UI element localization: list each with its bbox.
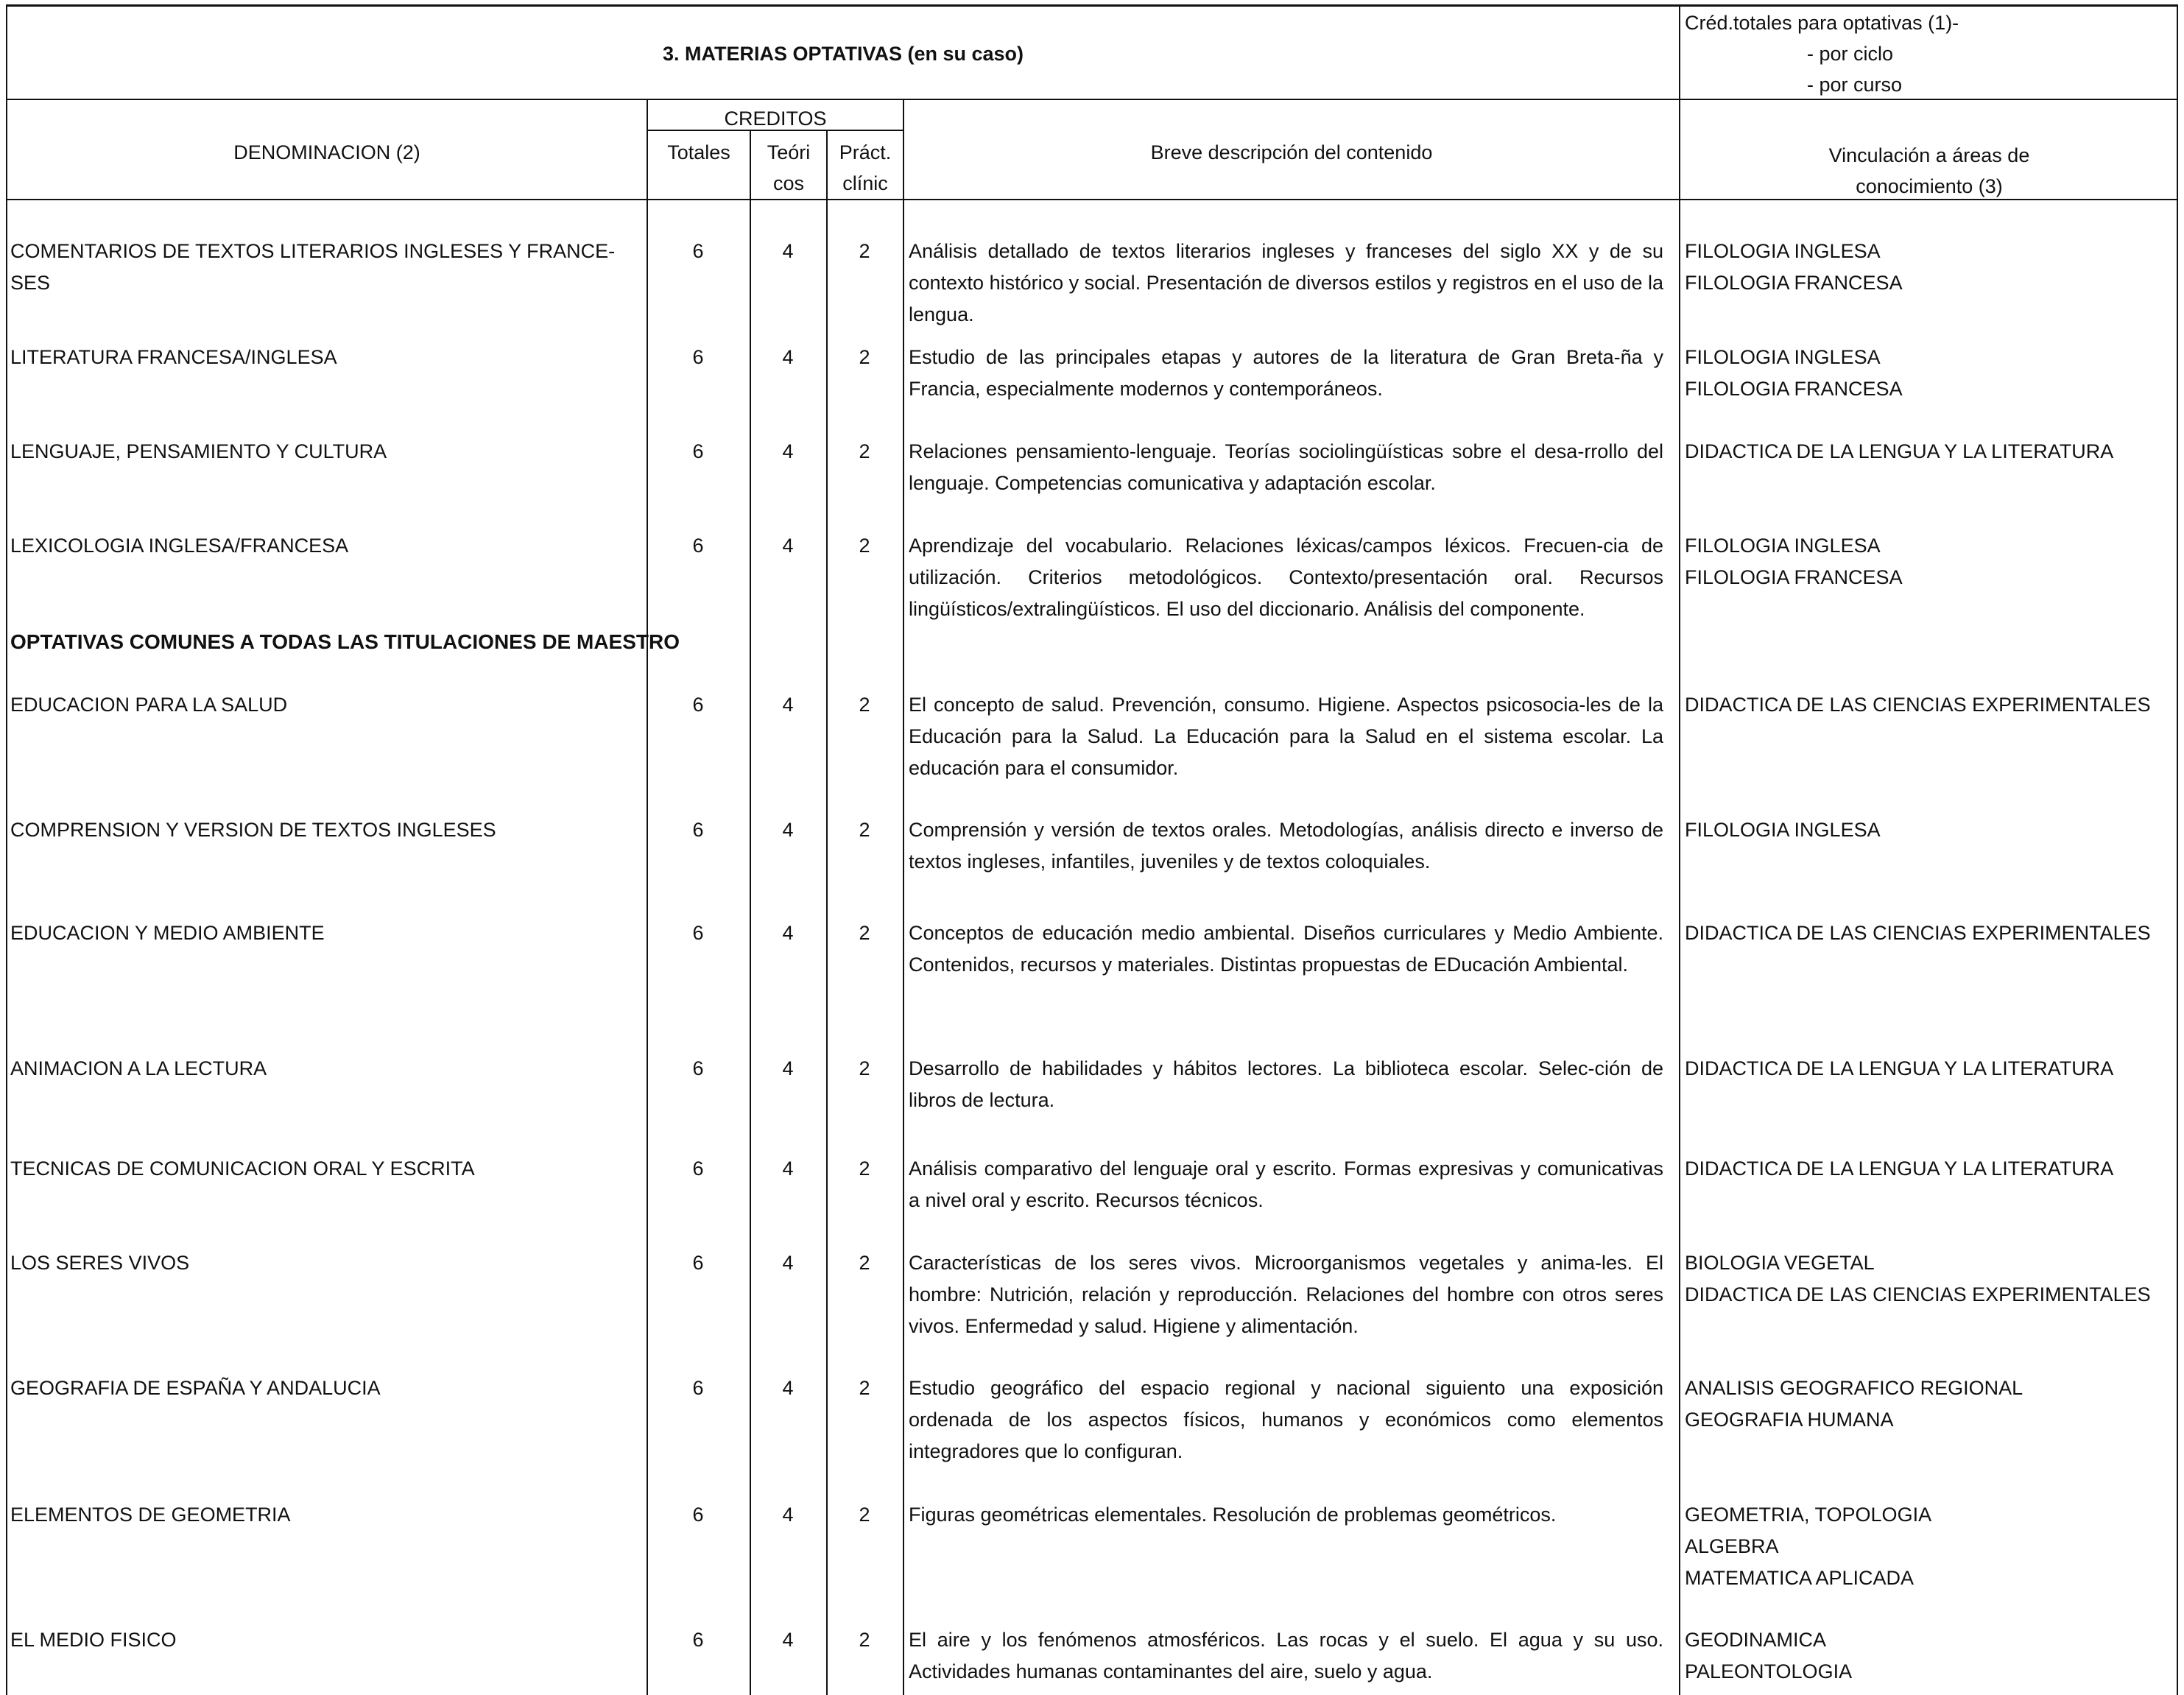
knowledge-area: FILOLOGIA INGLESA bbox=[1685, 346, 1881, 368]
subject-name: LITERATURA FRANCESA/INGLESA bbox=[10, 346, 337, 368]
credits-totales: 6 bbox=[692, 535, 704, 557]
knowledge-area: ALGEBRA bbox=[1685, 1535, 1779, 1557]
col-creditos: CREDITOS bbox=[724, 108, 827, 130]
subject-name: ELEMENTOS DE GEOMETRIA bbox=[10, 1504, 291, 1526]
credits-teoricos: 4 bbox=[782, 240, 794, 262]
credits-practicos: 2 bbox=[859, 535, 870, 557]
credits-practicos: 2 bbox=[859, 240, 870, 262]
credits-practicos: 2 bbox=[859, 922, 870, 944]
col-descripcion: Breve descripción del contenido bbox=[1150, 141, 1433, 163]
subject-name: TECNICAS DE COMUNICACION ORAL Y ESCRITA bbox=[10, 1157, 475, 1180]
credits-practicos: 2 bbox=[859, 819, 870, 841]
subject-description: Estudio geográfico del espacio regional y nacional siguiento una exposición ordenada de los aspectos físicos, humanos y económicos como elementos integradores que lo configuran. bbox=[909, 1377, 1663, 1462]
por-curso-label: - por curso bbox=[1807, 74, 1903, 96]
subject-description: Estudio de las principales etapas y autores de la literatura de Gran Breta-ña y Francia, especialmente modernos y contemporáneos. bbox=[909, 346, 1663, 400]
divider bbox=[750, 130, 751, 1695]
credits-totales: 6 bbox=[692, 1629, 704, 1651]
col-practicos: Práct. bbox=[839, 141, 892, 163]
credits-practicos: 2 bbox=[859, 346, 870, 368]
col-denominacion: DENOMINACION (2) bbox=[233, 141, 420, 163]
subject-name: LOS SERES VIVOS bbox=[10, 1252, 190, 1274]
knowledge-area: DIDACTICA DE LA LENGUA Y LA LITERATURA bbox=[1685, 1157, 2114, 1180]
credits-totales: 6 bbox=[692, 1252, 704, 1274]
credits-teoricos: 4 bbox=[782, 1057, 794, 1079]
knowledge-area: DIDACTICA DE LAS CIENCIAS EXPERIMENTALES bbox=[1685, 1283, 2151, 1305]
knowledge-area: DIDACTICA DE LA LENGUA Y LA LITERATURA bbox=[1685, 1057, 2114, 1079]
credits-totales: 6 bbox=[692, 1157, 704, 1180]
credits-totales: 6 bbox=[692, 240, 704, 262]
credits-totales: 6 bbox=[692, 440, 704, 462]
credits-practicos: 2 bbox=[859, 1377, 870, 1399]
credits-teoricos: 4 bbox=[782, 1377, 794, 1399]
subject-description: El concepto de salud. Prevención, consumo. Higiene. Aspectos psicosocia-les de la Educación para la Salud. La Educación para la Salud en el sistema escolar. La educación para el consumidor. bbox=[909, 694, 1663, 779]
knowledge-area: GEOGRAFIA HUMANA bbox=[1685, 1409, 1894, 1431]
credits-teoricos: 4 bbox=[782, 440, 794, 462]
knowledge-area: DIDACTICA DE LAS CIENCIAS EXPERIMENTALES bbox=[1685, 694, 2151, 716]
subject-name: SES bbox=[10, 272, 51, 294]
subject-description: Relaciones pensamiento-lenguaje. Teorías sociolingüísticas sobre el desa-rrollo del lenguaje. Competencias comunicativa y adaptación escolar. bbox=[909, 440, 1663, 494]
subject-name: EDUCACION PARA LA SALUD bbox=[10, 694, 288, 716]
knowledge-area: FILOLOGIA INGLESA bbox=[1685, 535, 1881, 557]
credits-teoricos: 4 bbox=[782, 1629, 794, 1651]
credits-totales: 6 bbox=[692, 819, 704, 841]
credits-practicos: 2 bbox=[859, 694, 870, 716]
subject-name: LEXICOLOGIA INGLESA/FRANCESA bbox=[10, 535, 349, 557]
knowledge-area: GEOMETRIA, TOPOLOGIA bbox=[1685, 1504, 1932, 1526]
subject-description: Comprensión y versión de textos orales. Metodologías, análisis directo e inverso de textos ingleses, infantiles, juveniles y de textos coloquiales. bbox=[909, 819, 1663, 873]
subject-name: GEOGRAFIA DE ESPAÑA Y ANDALUCIA bbox=[10, 1377, 381, 1399]
subject-name: EDUCACION Y MEDIO AMBIENTE bbox=[10, 922, 325, 944]
cred-totales-label: Créd.totales para optativas (1)- bbox=[1685, 12, 1959, 34]
knowledge-area: DIDACTICA DE LA LENGUA Y LA LITERATURA bbox=[1685, 440, 2114, 462]
knowledge-area: PALEONTOLOGIA bbox=[1685, 1660, 1853, 1682]
col-vinculacion: Vinculación a áreas de bbox=[1828, 144, 2030, 166]
subject-description: Aprendizaje del vocabulario. Relaciones léxicas/campos léxicos. Frecuen-cia de utilización. Criterios metodológicos. Contexto/presentación oral. Recursos lingüísticos/extralingüísticos. El uso del diccionario. Análisis del componente. bbox=[909, 535, 1663, 620]
section-label: OPTATIVAS COMUNES A TODAS LAS TITULACIONES DE MAESTRO bbox=[10, 630, 680, 653]
credits-practicos: 2 bbox=[859, 1629, 870, 1651]
knowledge-area: FILOLOGIA FRANCESA bbox=[1685, 566, 1903, 588]
credits-teoricos: 4 bbox=[782, 1157, 794, 1180]
credits-totales: 6 bbox=[692, 1377, 704, 1399]
credits-practicos: 2 bbox=[859, 440, 870, 462]
credits-practicos: 2 bbox=[859, 1504, 870, 1526]
subject-description: Figuras geométricas elementales. Resolución de problemas geométricos. bbox=[909, 1504, 1557, 1526]
knowledge-area: MATEMATICA APLICADA bbox=[1685, 1567, 1914, 1589]
credits-teoricos: 4 bbox=[782, 922, 794, 944]
knowledge-area: ANALISIS GEOGRAFICO REGIONAL bbox=[1685, 1377, 2023, 1399]
subject-name: COMPRENSION Y VERSION DE TEXTOS INGLESES bbox=[10, 819, 496, 841]
divider bbox=[647, 100, 648, 1695]
col-practicos-2: clínic bbox=[842, 172, 888, 194]
knowledge-area: FILOLOGIA INGLESA bbox=[1685, 240, 1881, 262]
credits-totales: 6 bbox=[692, 1504, 704, 1526]
credits-totales: 6 bbox=[692, 346, 704, 368]
divider bbox=[826, 130, 828, 1695]
subject-name: ANIMACION A LA LECTURA bbox=[10, 1057, 267, 1079]
credits-practicos: 2 bbox=[859, 1157, 870, 1180]
credits-practicos: 2 bbox=[859, 1252, 870, 1274]
credits-totales: 6 bbox=[692, 922, 704, 944]
page-title: 3. MATERIAS OPTATIVAS (en su caso) bbox=[662, 43, 1024, 65]
credits-teoricos: 4 bbox=[782, 694, 794, 716]
credits-teoricos: 4 bbox=[782, 535, 794, 557]
credits-teoricos: 4 bbox=[782, 1504, 794, 1526]
subject-description: Análisis comparativo del lenguaje oral y escrito. Formas expresivas y comunicativas a nivel oral y escrito. Recursos técnicos. bbox=[909, 1157, 1663, 1211]
subject-description: El aire y los fenómenos atmosféricos. Las rocas y el suelo. El agua y su uso. Actividades humanas contaminantes del aire, suelo y agua. bbox=[909, 1629, 1663, 1682]
subject-name: EL MEDIO FISICO bbox=[10, 1629, 177, 1651]
knowledge-area: DIDACTICA DE LAS CIENCIAS EXPERIMENTALES bbox=[1685, 922, 2151, 944]
col-teoricos: Teóri bbox=[767, 141, 811, 163]
col-teoricos-2: cos bbox=[772, 172, 805, 194]
col-vinculacion-2: conocimiento (3) bbox=[1856, 175, 2003, 197]
knowledge-area: FILOLOGIA FRANCESA bbox=[1685, 378, 1903, 400]
knowledge-area: FILOLOGIA INGLESA bbox=[1685, 819, 1881, 841]
por-ciclo-label: - por ciclo bbox=[1807, 43, 1894, 65]
credits-teoricos: 4 bbox=[782, 1252, 794, 1274]
credits-totales: 6 bbox=[692, 694, 704, 716]
col-totales: Totales bbox=[667, 141, 730, 163]
knowledge-area: BIOLOGIA VEGETAL bbox=[1685, 1252, 1875, 1274]
subject-description: Conceptos de educación medio ambiental. Diseños curriculares y Medio Ambiente. Contenidos, recursos y materiales. Distintas propuestas de EDucación Ambiental. bbox=[909, 922, 1663, 976]
divider bbox=[1679, 4, 1680, 1695]
knowledge-area: FILOLOGIA FRANCESA bbox=[1685, 272, 1903, 294]
credits-totales: 6 bbox=[692, 1057, 704, 1079]
credits-teoricos: 4 bbox=[782, 346, 794, 368]
subject-description: Desarrollo de habilidades y hábitos lectores. La biblioteca escolar. Selec-ción de libros de lectura. bbox=[909, 1057, 1663, 1111]
subject-description: Análisis detallado de textos literarios ingleses y franceses del siglo XX y de su contexto histórico y social. Presentación de diversos estilos y registros en el uso de la lengua. bbox=[909, 240, 1664, 325]
divider bbox=[903, 100, 904, 1695]
knowledge-area: GEODINAMICA bbox=[1685, 1629, 1827, 1651]
subject-name: COMENTARIOS DE TEXTOS LITERARIOS INGLESES Y FRANCE- bbox=[10, 240, 616, 262]
subject-name: LENGUAJE, PENSAMIENTO Y CULTURA bbox=[10, 440, 387, 462]
credits-teoricos: 4 bbox=[782, 819, 794, 841]
credits-practicos: 2 bbox=[859, 1057, 870, 1079]
subject-description: Características de los seres vivos. Microorganismos vegetales y anima-les. El hombre: Nutrición, relación y reproducción. Relaciones del hombre con otros seres vivos. Enfermedad y salud. Higiene y alimentación. bbox=[909, 1252, 1663, 1337]
